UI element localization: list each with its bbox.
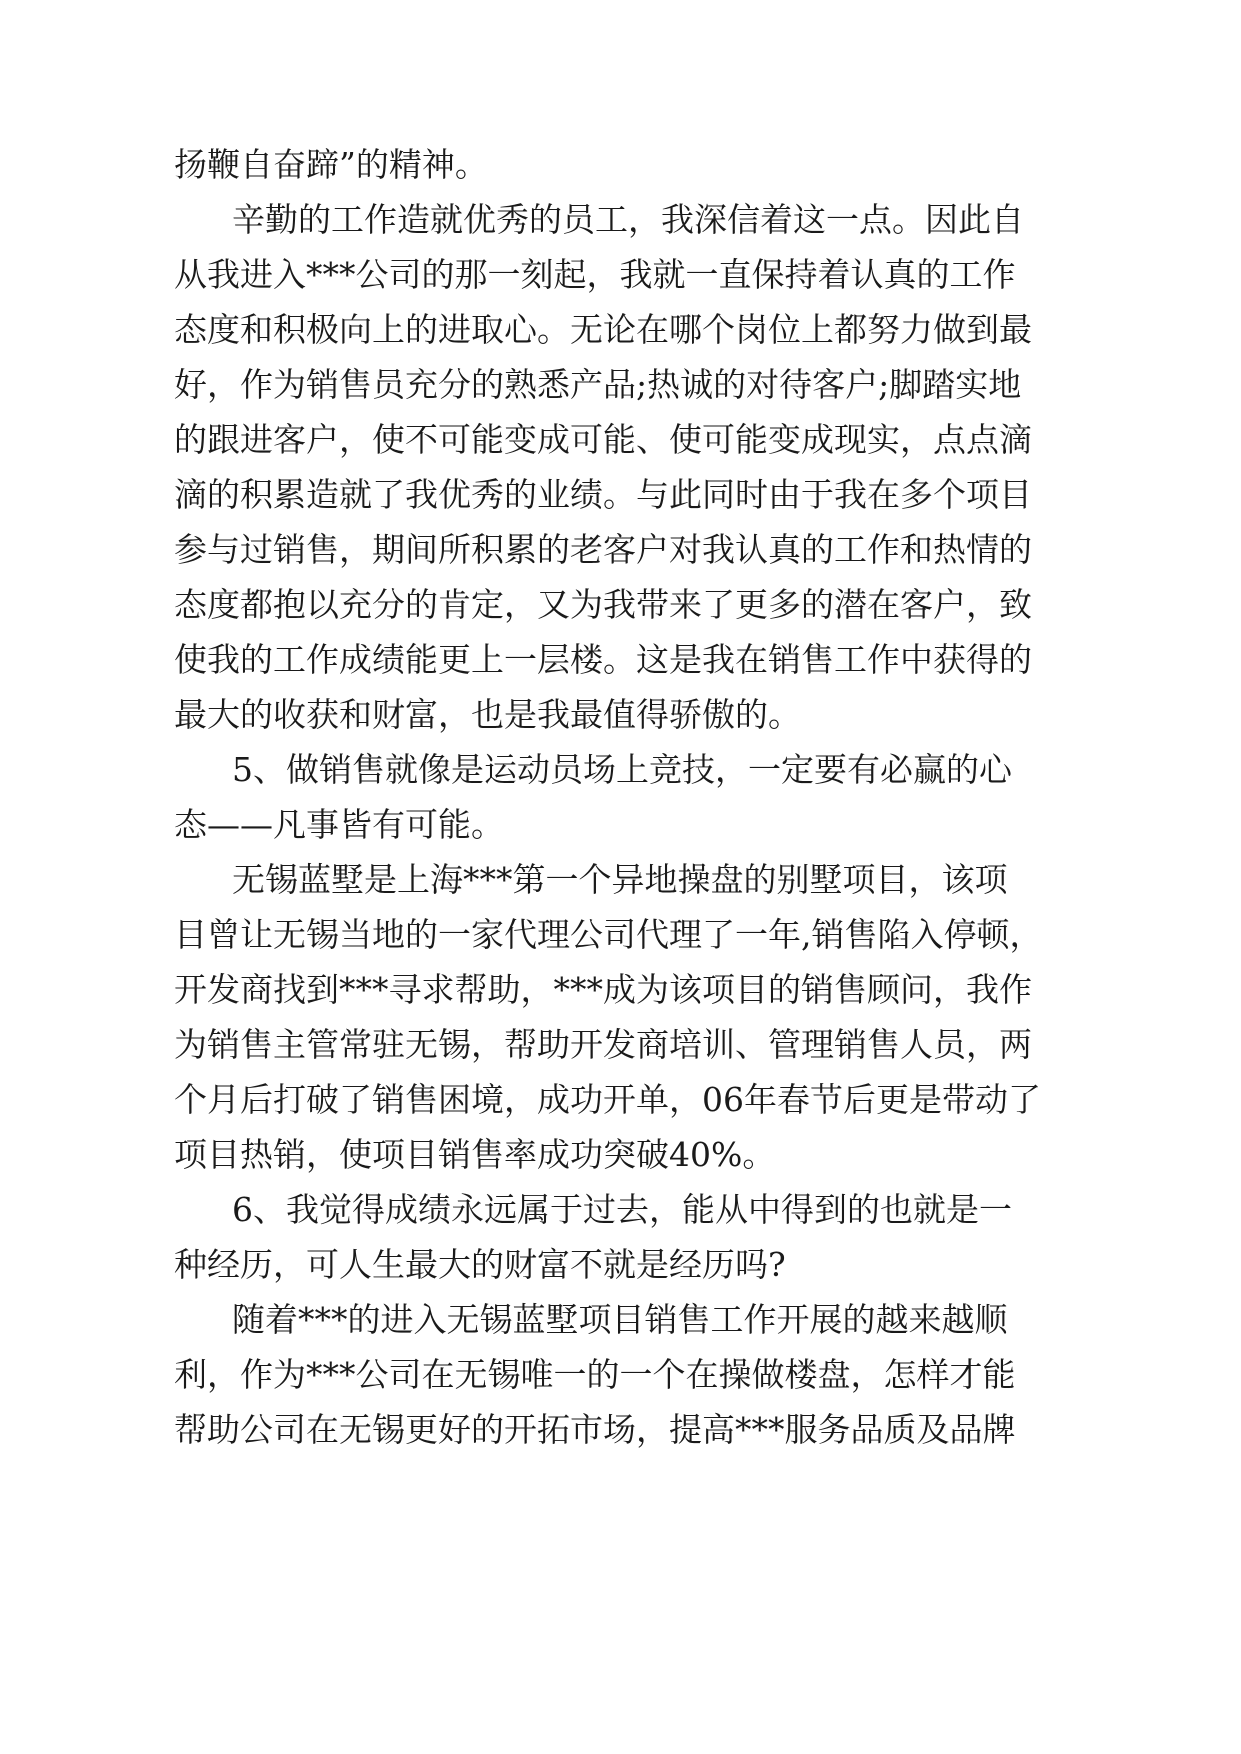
text-line: 开发商找到***寻求帮助，***成为该项目的销售顾问，我作 <box>174 970 1032 1009</box>
paragraph-first-line: 辛勤的工作造就优秀的员工，我深信着这一点。因此自 <box>232 200 1024 239</box>
text-line: 态度都抱以充分的肯定，又为我带来了更多的潜在客户，致 <box>174 585 1032 624</box>
text-line: 态度和积极向上的进取心。无论在哪个岗位上都努力做到最 <box>174 310 1032 349</box>
paragraph-first-line: 随着***的进入无锡蓝墅项目销售工作开展的越来越顺 <box>232 1300 1008 1339</box>
text-line: 态——凡事皆有可能。 <box>174 805 504 844</box>
text-line: 从我进入***公司的那一刻起，我就一直保持着认真的工作 <box>174 255 1016 294</box>
paragraph-first-line: 5、做销售就像是运动员场上竞技，一定要有必赢的心 <box>232 750 1012 789</box>
text-line: 项目热销，使项目销售率成功突破40%。 <box>174 1135 776 1174</box>
paragraph-first-line: 无锡蓝墅是上海***第一个异地操盘的别墅项目，该项 <box>232 860 1008 899</box>
text-line: 的跟进客户，使不可能变成可能、使可能变成现实，点点滴 <box>174 420 1032 459</box>
text-line: 使我的工作成绩能更上一层楼。这是我在销售工作中获得的 <box>174 640 1032 679</box>
text-line: 参与过销售，期间所积累的老客户对我认真的工作和热情的 <box>174 530 1032 569</box>
text-line: 个月后打破了销售困境，成功开单，06年春节后更是带动了 <box>174 1080 1041 1119</box>
paragraph-first-line: 6、我觉得成绩永远属于过去，能从中得到的也就是一 <box>232 1190 1012 1229</box>
text-line: 利，作为***公司在无锡唯一的一个在操做楼盘，怎样才能 <box>174 1355 1016 1394</box>
text-line: 目曾让无锡当地的一家代理公司代理了一年,销售陷入停顿， <box>174 915 1043 954</box>
text-line: 帮助公司在无锡更好的开拓市场，提高***服务品质及品牌 <box>174 1410 1016 1449</box>
text-line: 为销售主管常驻无锡，帮助开发商培训、管理销售人员，两 <box>174 1025 1032 1064</box>
text-line: 好，作为销售员充分的熟悉产品;热诚的对待客户;脚踏实地 <box>174 365 1022 404</box>
text-line: 滴的积累造就了我优秀的业绩。与此同时由于我在多个项目 <box>174 475 1032 514</box>
text-line: 最大的收获和财富，也是我最值得骄傲的。 <box>174 695 801 734</box>
text-line: 种经历，可人生最大的财富不就是经历吗? <box>174 1245 786 1284</box>
text-line: 扬鞭自奋蹄”的精神。 <box>174 145 488 184</box>
